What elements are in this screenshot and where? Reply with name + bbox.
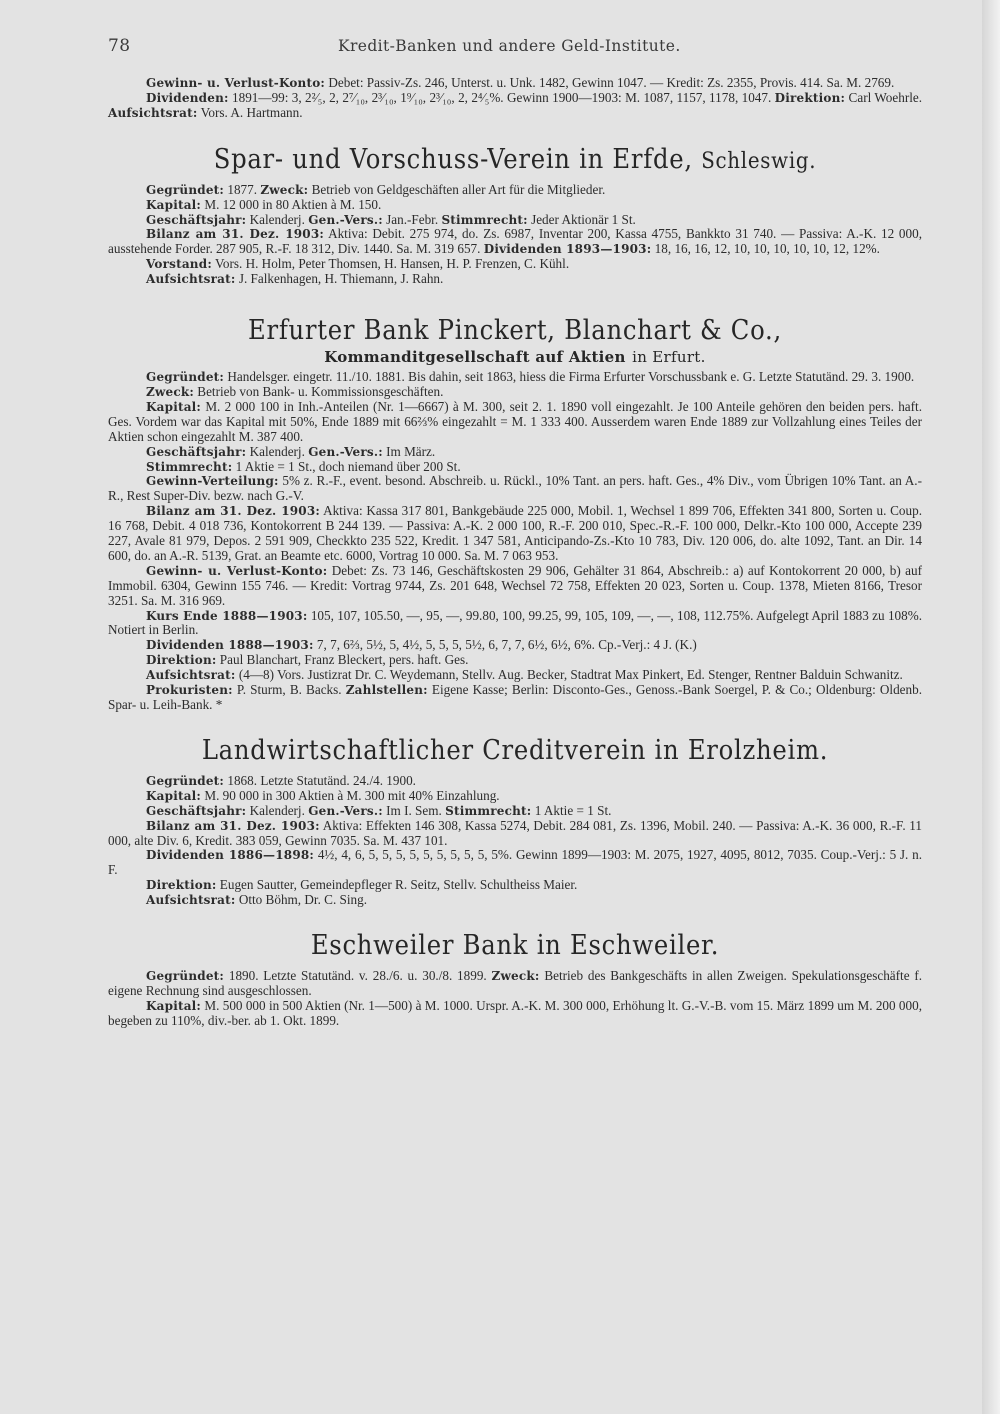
paragraph: Kapital: M. 12 000 in 80 Aktien à M. 150. — [146, 196, 382, 212]
paragraph: Bilanz am 31. Dez. 1903: Aktiva: Debit. 275 974, do. Zs. 6987, Inventar 200, Kassa 4755, Bankkto 31 740. — Passiva: A.-K. 12 000, ausstehende Forder. 287 905, R.-F. 18 312, Div. 1440. Sa. M. 319 657. Dividenden 1893—1903: 18, 16, 16, 12, 10, 10, 10, 10, 10, 12, 12%. — [108, 226, 923, 257]
page-edge — [982, 0, 1000, 1414]
paragraph: Gewinn-Verteilung: 5% z. R.-F., event. besond. Abschreib. u. Rückl., 10% Tant. an pers. haft. Ges., 4% Div., vom Übrigen 10% Tant. an A.-R., Rest Super-Div. bezw. nach G.-V. — [108, 473, 922, 504]
paragraph: Kapital: M. 2 000 100 in Inh.-Anteilen (Nr. 1—6667) à M. 300, seit 2. 1. 1890 voll eingezahlt. Je 100 Anteile gehören den beiden pers. haft. Ges. Vordem war das Kapital mit 50%, Ende 1889 mit 66⅔% eingezahlt = M. 1 333 400. Ausserdem waren Ende 1889 zur Vollzahlung eines Teiles der Aktien schon eingezahlt M. 387 400. — [108, 398, 923, 444]
paragraph: Gewinn- u. Verlust-Konto: Debet: Zs. 73 146, Geschäftskosten 29 906, Gehälter 31 864, Abschreib.: a) auf Kontokorrent 20 000, b) auf Immobil. 6304, Gewinn 155 746. — Kredit: Vortrag 9744, Zs. 201 648, Wechsel 72 758, Effekten 20 023, Sorten u. Coup. 1378, Mieten 8166, Tresor 3251. Sa. M. 316 969. — [108, 562, 922, 608]
section-heading: Landwirtschaftlicher Creditverein in Erolzheim. — [201, 734, 829, 766]
paragraph: Gewinn- u. Verlust-Konto: Debet: Passiv-Zs. 246, Unterst. u. Unk. 1482, Gewinn 1047. — Kredit: Zs. 2355, Provis. 414. Sa. M. 2769. — [146, 75, 895, 90]
paragraph: Gegründet: 1877. Zweck: Betrieb von Geldgeschäften aller Art für die Mitglieder. — [146, 181, 606, 197]
paragraph: Geschäftsjahr: Kalenderj. Gen.-Vers.: Im März. — [146, 443, 436, 459]
paragraph: Bilanz am 31. Dez. 1903: Aktiva: Effekten 146 308, Kassa 5274, Debit. 284 081, Zs. 1396, Mobil. 240. — Passiva: A.-K. 36 000, R.-F. 11 000, alte Div. 6, Kredit. 383 059, Gewinn 7035. Sa. M. 437 101. — [108, 817, 922, 848]
page-number: 78 — [108, 36, 131, 56]
paragraph: Kurs Ende 1888—1903: 105, 107, 105.50, —, 95, —, 99.80, 100, 99.25, 99, 105, 109, —, —, 108, 112.75%. Aufgelegt April 1883 zu 108%. Notiert in Berlin. — [108, 607, 923, 638]
paragraph: Gegründet: Handelsger. eingetr. 11./10. 1881. Bis dahin, seit 1863, hiess die Firma Erfurter Vorschussbank e. G. Letzte Statutänd. 29. 3. 1900. — [146, 369, 915, 385]
paragraph: Geschäftsjahr: Kalenderj. Gen.-Vers.: Jan.-Febr. Stimmrecht: Jeder Aktionär 1 St. — [146, 211, 636, 227]
paragraph: Gegründet: 1868. Letzte Statutänd. 24./4. 1900. — [146, 772, 416, 788]
paragraph: Vorstand: Vors. H. Holm, Peter Thomsen, H. Hansen, H. P. Frenzen, C. Kühl. — [146, 256, 570, 272]
section-heading: Eschweiler Bank in Eschweiler. — [310, 930, 720, 962]
paragraph: Dividenden 1886—1898: 4½, 4, 6, 5, 5, 5, 5, 5, 5, 5, 5, 5, 5%. Gewinn 1899—1903: M. 2075, 1927, 4095, 8012, 7035. Coup.-Verj.: 5 J. n. F. — [108, 847, 922, 878]
paragraph: Direktion: Eugen Sautter, Gemeindepfleger R. Seitz, Stellv. Schultheiss Maier. — [146, 877, 578, 893]
paragraph: Dividenden: 1891—99: 3, 2²⁄₅, 2, 2⁷⁄₁₀, 2³⁄₁₀, 1⁹⁄₁₀, 2³⁄₁₀, 2, 2⁴⁄₅%. Gewinn 1900—1903: M. 1087, 1157, 1178, 1047. Direktion: Carl Woehrle. Aufsichtsrat: Vors. A. Hartmann. — [108, 89, 923, 120]
page-header — [108, 36, 922, 56]
paragraph: Geschäftsjahr: Kalenderj. Gen.-Vers.: Im I. Sem. Stimmrecht: 1 Aktie = 1 St. — [146, 802, 612, 818]
paragraph: Stimmrecht: 1 Aktie = 1 St., doch niemand über 200 St. — [146, 458, 461, 474]
section-heading: Erfurter Bank Pinckert, Blanchart & Co., — [248, 315, 782, 347]
paragraph: Aufsichtsrat: Otto Böhm, Dr. C. Sing. — [146, 892, 368, 908]
section-subheading: Kommanditgesellschaft auf Aktien in Erfurt. — [324, 348, 706, 367]
paragraph: Kapital: M. 90 000 in 300 Aktien à M. 300 mit 40% Einzahlung. — [146, 787, 500, 803]
paragraph: Zweck: Betrieb von Bank- u. Kommissionsgeschäften. — [146, 383, 444, 399]
section-heading: Spar- und Vorschuss-Verein in Erfde, Schleswig. — [213, 143, 817, 175]
paragraph: Direktion: Paul Blanchart, Franz Bleckert, pers. haft. Ges. — [146, 652, 469, 668]
paragraph: Aufsichtsrat: J. Falkenhagen, H. Thiemann, J. Rahn. — [146, 271, 444, 287]
running-title: Kredit-Banken und andere Geld-Institute. — [338, 37, 681, 55]
paragraph: Bilanz am 31. Dez. 1903: Aktiva: Kassa 317 801, Bankgebäude 225 000, Mobil. 1, Wechsel 1 899 706, Effekten 341 800, Sorten u. Coup. 16 768, Debit. 4 018 736, Kontokorrent B 244 139. — Passiva: A.-K. 2 000 100, R.-F. 200 010, Spec.-R.-F. 100 000, Delkr.-Kto 100 000, Accepte 239 227, Avale 81 979, Depos. 2 591 909, Checkkto 235 522, Kredit. 1 347 581, Anticipando-Zs.-Kto 10 783, Div. 120 006, do. alte 1092, Tant. an Dir. 14 600, do. an A.-R. 5139, Grat. an Beamte etc. 6000, Vortrag 10 000. Sa. M. 7 063 953. — [108, 503, 922, 563]
paragraph: Kapital: M. 500 000 in 500 Aktien (Nr. 1—500) à M. 1000. Urspr. A.-K. M. 300 000, Erhöhung lt. G.-V.-B. vom 15. März 1899 um M. 200 000, begeben zu 110%, div.-ber. ab 1. Okt. 1899. — [108, 997, 923, 1028]
paragraph: Aufsichtsrat: (4—8) Vors. Justizrat Dr. C. Weydemann, Stellv. Aug. Becker, Stadtrat Max Pinkert, Ed. Stenger, Rentner Balduin Schwanitz. — [146, 667, 903, 683]
paragraph: Gegründet: 1890. Letzte Statutänd. v. 28./6. u. 30./8. 1899. Zweck: Betrieb des Bankgeschäfts in allen Zweigen. Spekulationsgeschäfte f. eigene Rechnung sind ausgeschlossen. — [108, 968, 923, 998]
paragraph: Dividenden 1888—1903: 7, 7, 6⅔, 5½, 5, 4½, 5, 5, 5, 5½, 6, 7, 7, 6½, 6½, 6%. Cp.-Verj.: 4 J. (K.) — [146, 637, 697, 653]
paragraph: Prokuristen: P. Sturm, B. Backs. Zahlstellen: Eigene Kasse; Berlin: Disconto-Ges., Genoss.-Bank Soergel, P. & Co.; Oldenburg: Oldenb. Spar- u. Leih-Bank. * — [108, 682, 923, 712]
